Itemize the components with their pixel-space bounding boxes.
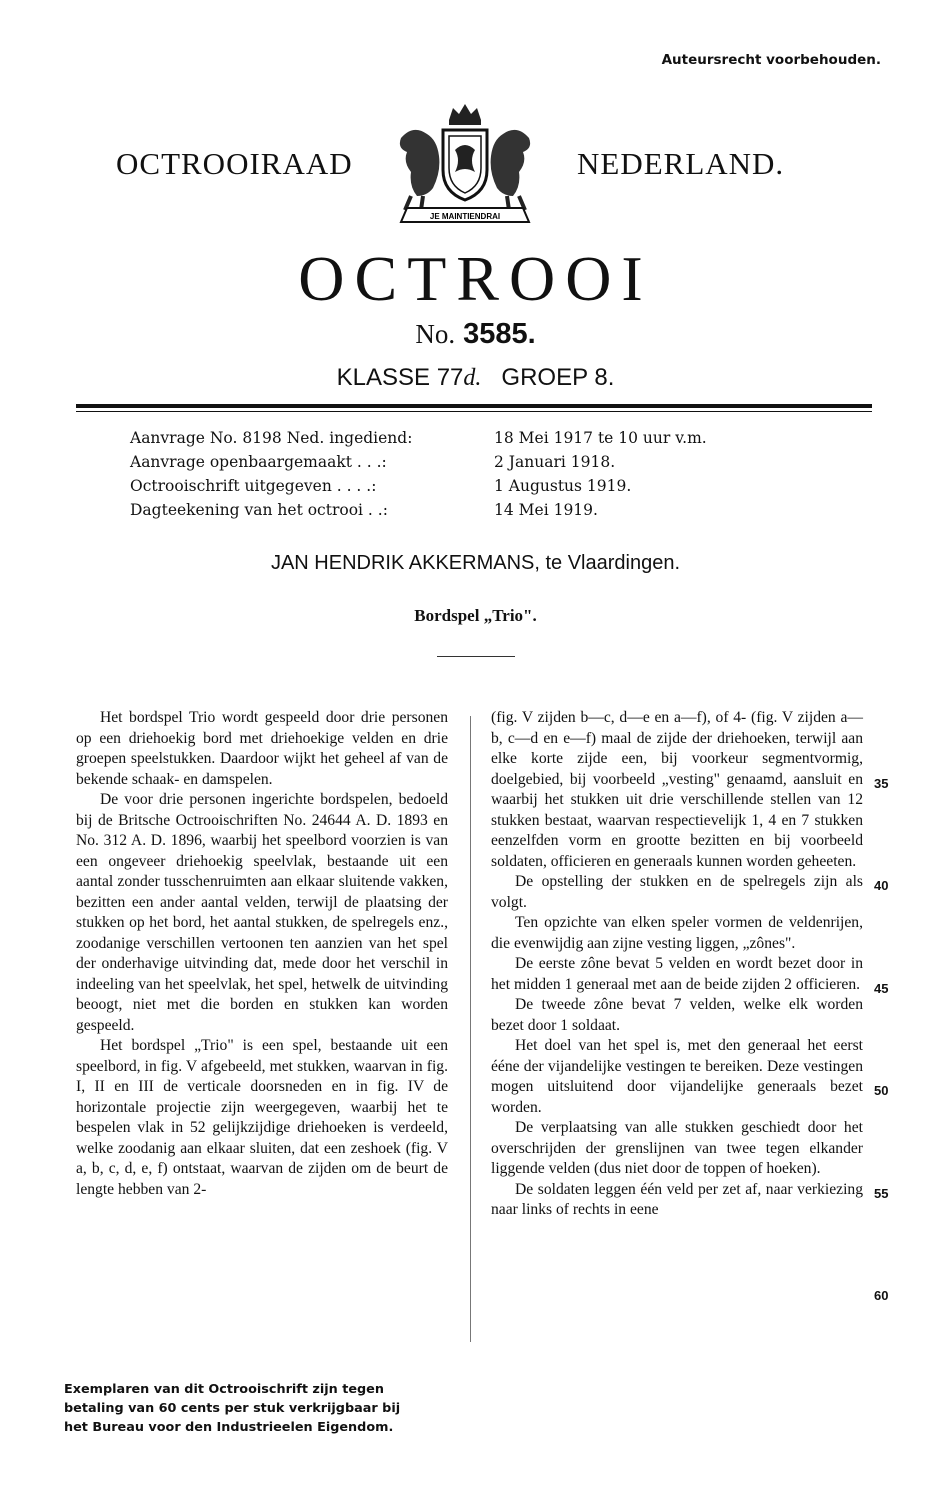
footer-line: het Bureau voor den Industrieelen Eigendom. (64, 1420, 394, 1435)
paragraph: (fig. V zijden b—c, d—e en a—f), of 4- (fig. V zijden a—b, c—d en e—f) maal de zijde der driehoeken, terwijl aan elke korte zijde een, bij voorkeur segmentvormig, doelgebied, bij voorbeeld „vesting" genaamd, aansluit en waarbij het stukken uit drie verschillende stellen van 12 stukken bestaat, waarvan respectievelijk 1, 4 en 7 stukken eenzelfden vorm en grootte bezitten en bij voorbeeld soldaten, officieren en generaals kunnen worden geheeten. (491, 709, 863, 870)
number-prefix: No. (415, 319, 456, 349)
classification-line (0, 364, 951, 392)
date-value: 14 Mei 1919. (494, 501, 598, 519)
date-label: Aanvrage No. 8198 Ned. ingediend: (130, 429, 413, 447)
date-label: Octrooischrift uitgegeven . . . .: (130, 477, 377, 495)
header-rule-thin (76, 411, 872, 412)
crest-motto: JE MAINTIENDRAI (429, 212, 501, 221)
date-value: 1 Augustus 1919. (494, 477, 632, 495)
body-column-left (76, 708, 448, 1200)
line-number: 40 (874, 878, 889, 893)
date-row (130, 426, 830, 450)
paragraph: De soldaten leggen één veld per zet af, naar verkiezing naar links of rechts in eene (491, 1180, 863, 1218)
body-column-right (491, 708, 863, 1221)
date-label: Dagteekening van het octrooi . .: (130, 501, 388, 519)
footer-line: betaling van 60 cents per stuk verkrijgbaar bij (64, 1401, 401, 1416)
date-row (130, 474, 830, 498)
section-divider (437, 656, 515, 657)
klasse-label: KLASSE (336, 364, 431, 391)
patent-number-line (0, 318, 951, 351)
subject-title: Bordspel „Trio". (414, 606, 537, 625)
date-row (130, 450, 830, 474)
paragraph: Het bordspel Trio wordt gespeeld door drie personen op een driehoekig bord met driehoekige velden en drie groepen speelstukken. Daardoor wijkt het geheel af van de bekende schaak- en damspelen. (76, 709, 448, 788)
paragraph: Ten opzichte van elken speler vormen de veldenrijen, die evenwijdig aan zijne vesting liggen, „zônes". (491, 914, 863, 952)
document-title: OCTROOI (298, 243, 653, 314)
price-notice (64, 1380, 454, 1437)
date-value: 2 Januari 1918. (494, 453, 616, 471)
paragraph: Het doel van het spel is, met den generaal het eerst ééne der vijandelijke vestingen te bereiken. Deze vestingen mogen uitsluitend door vijandelijke generaals bezet worden. (491, 1037, 863, 1116)
line-number: 45 (874, 981, 889, 996)
applicant: JAN HENDRIK AKKERMANS, te Vlaardingen. (270, 552, 681, 574)
paragraph: De opstelling der stukken en de spelregels zijn als volgt. (491, 873, 863, 911)
line-number: 55 (874, 1186, 889, 1201)
paragraph: Het bordspel „Trio" is een spel, bestaande uit een speelbord, in fig. V afgebeeld, met stukken, waarvan in fig. I, II en III de verticale doorsneden en in fig. IV de horizontale projectie zijn weergegeven, waarbij het te bespelen vlak in 52 gelijkzijdige driehoeken is verdeeld, welke zoodanig aan elkaar sluiten, dat een zeshoek (fig. V a, b, c, d, e, f) ontstaat, waarvan de zijden om de beurt de lengte hebben van 2- (76, 1037, 448, 1198)
paragraph: De verplaatsing van alle stukken geschiedt door het overschrijden der grenslijnen van twee tegen elkander liggende velden (dus niet door de toppen of hoeken). (491, 1119, 863, 1177)
line-number: 60 (874, 1288, 889, 1303)
date-value: 18 Mei 1917 te 10 uur v.m. (494, 429, 707, 447)
header-rule (76, 404, 872, 408)
copyright-notice: Auteursrecht voorbehouden. (661, 52, 881, 68)
klasse-letter: d. (463, 365, 482, 391)
paragraph: De tweede zône bevat 7 velden, welke elk worden bezet door 1 soldaat. (491, 996, 863, 1034)
groep: GROEP 8. (501, 364, 615, 391)
line-number: 50 (874, 1083, 889, 1098)
paragraph: De eerste zône bevat 5 velden en wordt bezet door in het midden 1 generaal met aan de beide zijden 2 officieren. (491, 955, 863, 993)
paragraph: De voor drie personen ingerichte bordspelen, bedoeld bij de Britsche Octrooischriften No. 24644 A. D. 1893 en No. 312 A. D. 1896, waarbij het speelbord voorzien is van een ongeveer driehoekig speelvlak, bestaande uit een aantal zonder tusschenruimten aan elkaar sluitende vakken, bezitten een ander aantal velden, terwijl de plaatsing der stukken op het bord, het aantal stukken, de spelregels enz., zoodanige verschillen vertoonen ten aanzien van het spel der onderhavige uitvinding dat, mede door het verschil in indeeling van het speelvlak, het spel, hetwelk de uitvinding beoogt, niet met die borden en stukken kan worden gespeeld. (76, 791, 448, 1034)
footer-line: Exemplaren van dit Octrooischrift zijn tegen (64, 1382, 384, 1397)
header-octrooiraad: OCTROOIRAAD (116, 146, 353, 181)
date-label: Aanvrage openbaargemaakt . . .: (130, 453, 387, 471)
coat-of-arms-icon (383, 100, 547, 228)
dates-table (130, 426, 830, 522)
patent-number: 3585. (463, 318, 536, 350)
date-row (130, 498, 830, 522)
column-divider (470, 716, 471, 1342)
line-number: 35 (874, 776, 889, 791)
header-nederland: NEDERLAND. (577, 146, 785, 181)
klasse-value: 77 (436, 364, 464, 391)
header (0, 100, 951, 230)
